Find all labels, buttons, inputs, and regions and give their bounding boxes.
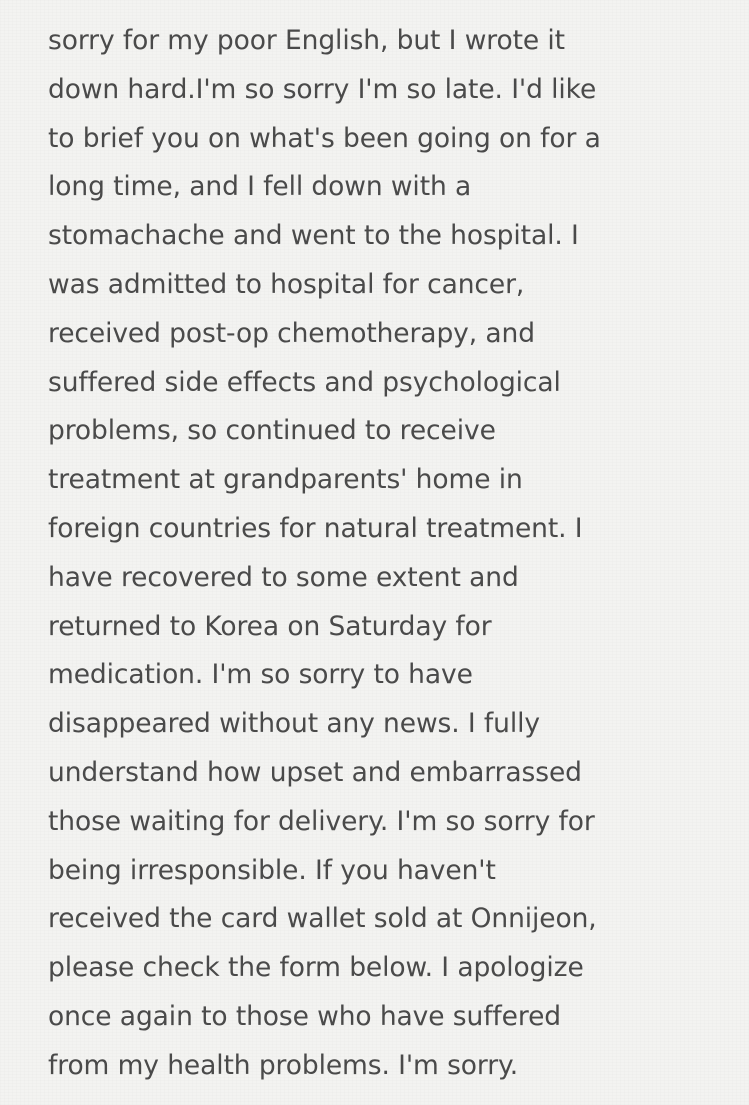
note-line: once again to those who have suffered — [48, 1000, 561, 1032]
note-line: stomachache and went to the hospital. I — [48, 220, 579, 252]
note-line: was admitted to hospital for cancer, — [48, 268, 525, 300]
note-body-text[interactable] — [48, 17, 601, 1091]
note-line: long time, and I fell down with a — [48, 171, 472, 203]
note-line: down hard.I'm so sorry I'm so late. I'd like — [48, 73, 597, 105]
note-line: those waiting for delivery. I'm so sorry for — [48, 805, 595, 837]
note-line: suffered side effects and psychological — [48, 366, 561, 398]
note-line: being irresponsible. If you haven't — [48, 854, 496, 886]
note-line: received post-op chemotherapy, and — [48, 317, 535, 349]
note-line: from my health problems. I'm sorry. — [48, 1049, 519, 1081]
note-line: medication. I'm so sorry to have — [48, 659, 473, 691]
note-line: foreign countries for natural treatment. I — [48, 512, 583, 544]
note-line: have recovered to some extent and — [48, 561, 519, 593]
note-line: disappeared without any news. I fully — [48, 708, 540, 740]
note-line: please check the form below. I apologize — [48, 952, 584, 984]
note-line: received the card wallet sold at Onnijeon, — [48, 903, 597, 935]
note-line: returned to Korea on Saturday for — [48, 610, 492, 642]
note-line: understand how upset and embarrassed — [48, 756, 582, 788]
note-line: treatment at grandparents' home in — [48, 464, 523, 496]
note-line: to brief you on what's been going on for a — [48, 122, 601, 154]
note-line: sorry for my poor English, but I wrote it — [48, 25, 565, 56]
note-line: problems, so continued to receive — [48, 415, 496, 447]
